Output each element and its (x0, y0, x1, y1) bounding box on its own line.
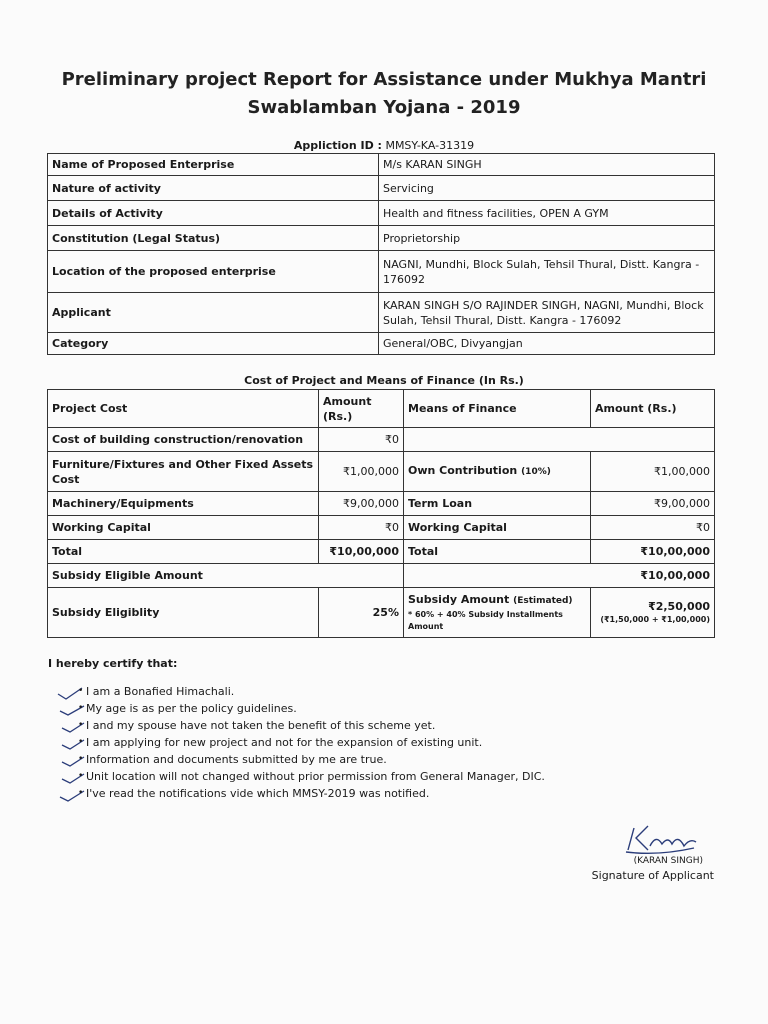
cost-amount: ₹9,00,000 (319, 492, 404, 516)
subsidy-means-note: (Estimated) (513, 596, 573, 606)
info-value: Health and fitness facilities, OPEN A GYM (379, 201, 715, 226)
cost-total-row (48, 540, 715, 564)
means-label (404, 452, 591, 492)
certify-item: • I've read the notifications vide which MMSY-2019 was notified. (80, 785, 545, 802)
certify-item: • I am applying for new project and not for the expansion of existing unit. (80, 734, 545, 751)
means-name: Own Contribution (408, 464, 518, 477)
means-label: Working Capital (404, 516, 591, 540)
header-means: Means of Finance (404, 390, 591, 428)
subsidy-eligible-row (48, 564, 715, 588)
info-value: NAGNI, Mundhi, Block Sulah, Tehsil Thural, Distt. Kangra - 176092 (379, 251, 715, 293)
subsidy-means-label: Subsidy Amount (408, 593, 510, 606)
cost-label: Furniture/Fixtures and Other Fixed Assets Cost (48, 452, 319, 492)
subsidy-amount: ₹2,50,000 (648, 600, 710, 613)
subsidy-eligibility-label: Subsidy Eligiblity (48, 588, 319, 638)
cost-label: Cost of building construction/renovation (48, 428, 319, 452)
subsidy-eligible-label: Subsidy Eligible Amount (48, 564, 404, 588)
subsidy-eligibility-row (48, 588, 715, 638)
handwritten-signature (618, 820, 698, 856)
subsidy-percent: 25% (319, 588, 404, 638)
subsidy-installments: * 60% + 40% Subsidy Installments Amount (408, 610, 563, 631)
cost-row (48, 492, 715, 516)
document-title (30, 66, 738, 122)
cost-row (48, 452, 715, 492)
means-note: (10%) (521, 467, 551, 477)
info-row (48, 251, 715, 293)
cost-table (47, 389, 715, 638)
certify-item: • Information and documents submitted by me are true. (80, 751, 545, 768)
cost-amount: ₹0 (319, 516, 404, 540)
info-row (48, 293, 715, 333)
means-amount: ₹0 (591, 516, 715, 540)
header-amount: Amount (Rs.) (319, 390, 404, 428)
certify-item: • Unit location will not changed without prior permission from General Manager, DIC. (80, 768, 545, 785)
means-label: Term Loan (404, 492, 591, 516)
cost-row (48, 428, 715, 452)
signature-block (588, 820, 728, 882)
certify-item: • I and my spouse have not taken the benefit of this scheme yet. (80, 717, 545, 734)
total-amount: ₹10,00,000 (319, 540, 404, 564)
application-id-value: MMSY-KA-31319 (385, 139, 475, 152)
empty-cell (404, 428, 715, 452)
info-key: Name of Proposed Enterprise (48, 154, 379, 176)
info-row (48, 226, 715, 251)
title-line-1: Preliminary project Report for Assistance under Mukhya Mantri (61, 69, 707, 90)
subsidy-split: (₹1,50,000 + ₹1,00,000) (600, 615, 710, 624)
cost-label: Machinery/Equipments (48, 492, 319, 516)
application-id (0, 139, 768, 152)
info-key: Applicant (48, 293, 379, 333)
total-label: Total (48, 540, 319, 564)
cost-amount: ₹1,00,000 (319, 452, 404, 492)
certify-item: • My age is as per the policy guidelines. (80, 700, 545, 717)
total-means-label: Total (404, 540, 591, 564)
info-key: Category (48, 333, 379, 355)
info-value: M/s KARAN SINGH (379, 154, 715, 176)
application-id-label: Appliction ID : (293, 139, 382, 152)
enterprise-info-table (47, 153, 715, 355)
info-key: Nature of activity (48, 176, 379, 201)
means-amount: ₹1,00,000 (591, 452, 715, 492)
certify-list (80, 683, 545, 802)
header-amount-2: Amount (Rs.) (591, 390, 715, 428)
info-value: Servicing (379, 176, 715, 201)
cost-amount: ₹0 (319, 428, 404, 452)
signer-name: (KARAN SINGH) (633, 856, 703, 866)
info-row (48, 201, 715, 226)
info-key: Constitution (Legal Status) (48, 226, 379, 251)
cost-table-title: Cost of Project and Means of Finance (In Rs.) (244, 374, 524, 387)
cost-label: Working Capital (48, 516, 319, 540)
signature-label: Signature of Applicant (591, 869, 714, 882)
subsidy-means (404, 588, 591, 638)
means-amount: ₹9,00,000 (591, 492, 715, 516)
certify-heading: I hereby certify that: (48, 657, 178, 670)
info-value: KARAN SINGH S/O RAJINDER SINGH, NAGNI, Mundhi, Block Sulah, Tehsil Thural, Distt. Kangra - 176092 (379, 293, 715, 333)
info-row (48, 333, 715, 355)
info-key: Details of Activity (48, 201, 379, 226)
header-project-cost: Project Cost (48, 390, 319, 428)
title-line-2: Swablamban Yojana - 2019 (247, 97, 521, 118)
subsidy-amount-cell (591, 588, 715, 638)
info-value: General/OBC, Divyangjan (379, 333, 715, 355)
info-value: Proprietorship (379, 226, 715, 251)
cost-header-row (48, 390, 715, 428)
cost-row (48, 516, 715, 540)
subsidy-eligible-amount: ₹10,00,000 (404, 564, 715, 588)
info-row (48, 154, 715, 176)
certify-item: • I am a Bonafied Himachali. (80, 683, 545, 700)
info-row (48, 176, 715, 201)
info-key: Location of the proposed enterprise (48, 251, 379, 293)
total-means-amount: ₹10,00,000 (591, 540, 715, 564)
